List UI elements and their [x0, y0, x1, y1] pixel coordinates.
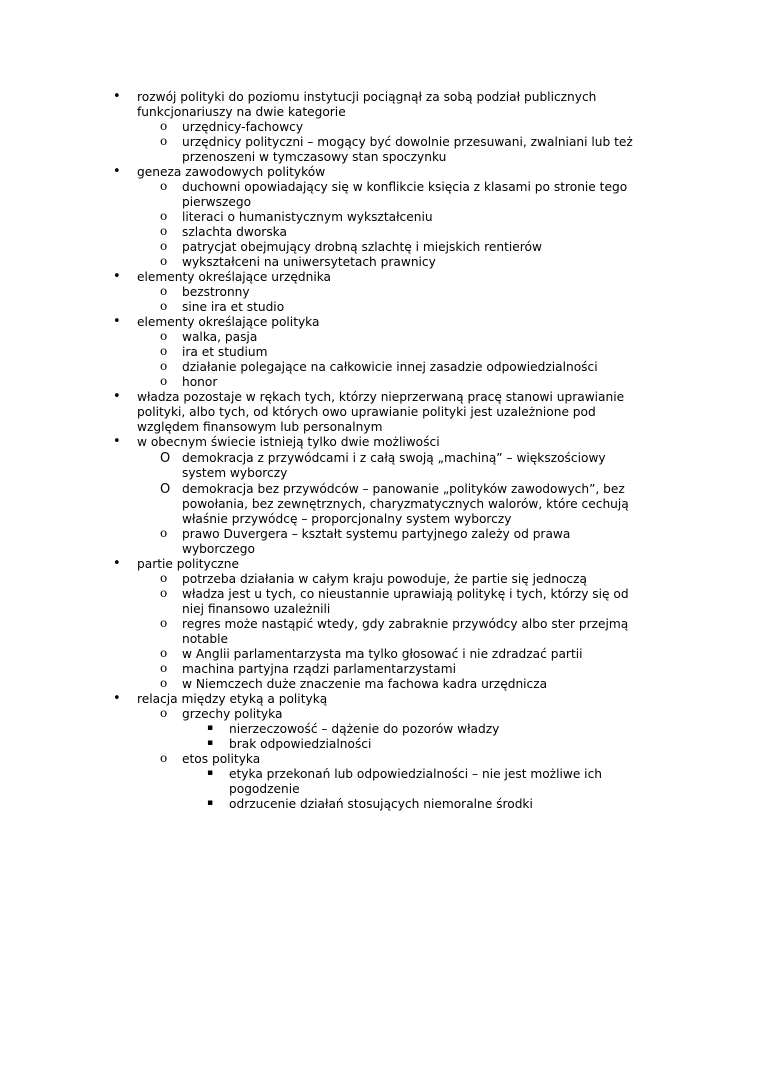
list-item-level-2: [0, 345, 634, 360]
bullet-marker: o: [160, 239, 168, 253]
bullet-marker: •: [113, 556, 121, 571]
list-item-level-2: [0, 752, 634, 767]
list-item-text: prawo Duvergera – kształt systemu partyjnego zależy od prawa wyborczego: [182, 527, 571, 556]
list-item-level-2: [0, 240, 634, 255]
list-item-text: działanie polegające na całkowicie innej zasadzie odpowiedzialności: [182, 360, 598, 374]
list-item-text: odrzucenie działań stosujących niemoralne środki: [229, 797, 533, 811]
bullet-marker: ▪: [207, 768, 214, 778]
list-item-level-1: [0, 90, 630, 120]
list-item-text: brak odpowiedzialności: [229, 737, 372, 751]
list-item-level-2: [0, 707, 634, 722]
list-item-level-2: [0, 180, 634, 210]
list-item-level-3: [0, 767, 629, 797]
list-item-text: szlachta dworska: [182, 225, 287, 239]
list-item-level-1: [0, 692, 630, 707]
list-item-text: patrycjat obejmujący drobną szlachtę i miejskich rentierów: [182, 240, 542, 254]
bullet-marker: o: [160, 329, 168, 343]
list-item-level-3: [0, 797, 629, 812]
list-item-text: w Anglii parlamentarzysta ma tylko głosować i nie zdradzać partii: [182, 647, 583, 661]
list-item-text: partie polityczne: [137, 557, 240, 571]
list-item-level-1: [0, 435, 630, 450]
bullet-marker: o: [160, 661, 168, 675]
list-item-text: władza jest u tych, co nieustannie uprawiają politykę i tych, którzy się od niej finansowo uzależnili: [182, 587, 629, 616]
bullet-marker: •: [113, 269, 121, 284]
list-item-level-2: [0, 330, 634, 345]
list-item-text: demokracja z przywódcami i z całą swoją „machiną” – większościowy system wyborczy: [182, 451, 606, 480]
list-item-level-3: [0, 737, 629, 752]
list-item-text: demokracja bez przywódców – panowanie „polityków zawodowych”, bez powołania, bez zewnętrznych, charyzmatycznych walorów, które cechują właśnie przywódcę – proporcjonalny system wyborczy: [182, 482, 629, 526]
bullet-marker: o: [160, 526, 168, 540]
list-item-text: etos polityka: [182, 752, 261, 766]
bullet-marker: •: [113, 314, 121, 329]
bullet-marker: o: [160, 179, 168, 193]
bullet-marker: ▪: [207, 798, 214, 808]
list-item-level-2: [0, 527, 634, 557]
list-item-level-2: [0, 677, 634, 692]
list-item-text: grzechy polityka: [182, 707, 283, 721]
bullet-marker: o: [160, 616, 168, 630]
list-item-level-2: [0, 135, 634, 165]
bullet-marker: o: [160, 254, 168, 268]
list-item-text: urzędnicy polityczni – mogący być dowolnie przesuwani, zwalniani lub też przenoszeni w tymczasowy stan spoczynku: [182, 135, 633, 164]
bullet-marker: ▪: [207, 738, 214, 748]
list-item-level-1: [0, 270, 630, 285]
list-item-level-2: [0, 572, 634, 587]
list-item-level-3: [0, 722, 629, 737]
bullet-marker: ▪: [207, 723, 214, 733]
bullet-marker: o: [160, 299, 168, 313]
list-item-text: regres może nastąpić wtedy, gdy zabraknie przywódcy albo ster przejmą notable: [182, 617, 629, 646]
list-item-text: machina partyjna rządzi parlamentarzystami: [182, 662, 457, 676]
document-body: [0, 90, 760, 812]
list-item-text: literaci o humanistycznym wykształceniu: [182, 210, 433, 224]
list-item-level-2: [0, 617, 634, 647]
list-item-text: potrzeba działania w całym kraju powoduje, że partie się jednoczą: [182, 572, 587, 586]
list-item-level-2: [0, 225, 634, 240]
list-item-text: bezstronny: [182, 285, 250, 299]
list-item-level-2: [0, 210, 634, 225]
list-item-text: elementy określające urzędnika: [137, 270, 332, 284]
list-item-text: geneza zawodowych polityków: [137, 165, 326, 179]
bullet-marker: o: [160, 676, 168, 690]
list-item-level-2: [0, 255, 634, 270]
bullet-marker: •: [113, 691, 121, 706]
bullet-marker: o: [160, 751, 168, 765]
list-item-level-2: [0, 120, 634, 135]
list-item-text: elementy określające polityka: [137, 315, 320, 329]
list-item-level-2: [0, 300, 634, 315]
list-item-text: w obecnym świecie istnieją tylko dwie możliwości: [137, 435, 440, 449]
list-item-text: sine ira et studio: [182, 300, 285, 314]
bullet-marker: o: [160, 284, 168, 298]
list-item-level-2: [0, 482, 634, 527]
bullet-marker: •: [113, 89, 121, 104]
list-item-text: nierzeczowość – dążenie do pozorów władzy: [229, 722, 500, 736]
bullet-marker: o: [160, 706, 168, 720]
bullet-marker: o: [160, 646, 168, 660]
bullet-marker: •: [113, 164, 121, 179]
bullet-marker: O: [160, 482, 171, 497]
list-item-level-2: [0, 647, 634, 662]
bullet-marker: o: [160, 224, 168, 238]
list-item-level-1: [0, 390, 630, 435]
list-item-text: rozwój polityki do poziomu instytucji pociągnął za sobą podział publicznych funkcjonariuszy na dwie kategorie: [137, 90, 597, 119]
list-item-level-1: [0, 315, 630, 330]
list-item-level-1: [0, 165, 630, 180]
list-item-level-2: [0, 360, 634, 375]
bullet-marker: o: [160, 359, 168, 373]
list-item-level-2: [0, 285, 634, 300]
bullet-marker: o: [160, 119, 168, 133]
list-item-level-1: [0, 557, 630, 572]
list-item-text: ira et studium: [182, 345, 268, 359]
list-item-text: honor: [182, 375, 218, 389]
bullet-marker: •: [113, 434, 121, 449]
list-item-level-2: [0, 587, 634, 617]
list-item-text: wykształceni na uniwersytetach prawnicy: [182, 255, 436, 269]
list-item-text: duchowni opowiadający się w konflikcie księcia z klasami po stronie tego pierwszego: [182, 180, 628, 209]
list-item-text: władza pozostaje w rękach tych, którzy nieprzerwaną pracę stanowi uprawianie polityki, albo tych, od których owo uprawianie polityki jest uzależnione pod względem finansowym lub personalnym: [137, 390, 625, 434]
list-item-level-2: [0, 451, 634, 481]
bullet-marker: o: [160, 134, 168, 148]
bullet-marker: o: [160, 374, 168, 388]
bullet-marker: o: [160, 586, 168, 600]
list-item-level-2: [0, 375, 634, 390]
list-item-text: w Niemczech duże znaczenie ma fachowa kadra urzędnicza: [182, 677, 548, 691]
bullet-marker: •: [113, 389, 121, 404]
bullet-marker: O: [160, 451, 171, 466]
bullet-marker: o: [160, 571, 168, 585]
list-item-level-2: [0, 662, 634, 677]
bullet-marker: o: [160, 344, 168, 358]
list-item-text: urzędnicy-fachowcy: [182, 120, 304, 134]
list-item-text: etyka przekonań lub odpowiedzialności – nie jest możliwe ich pogodzenie: [229, 767, 602, 796]
bullet-marker: o: [160, 209, 168, 223]
list-item-text: relacja między etyką a polityką: [137, 692, 328, 706]
list-item-text: walka, pasja: [182, 330, 258, 344]
